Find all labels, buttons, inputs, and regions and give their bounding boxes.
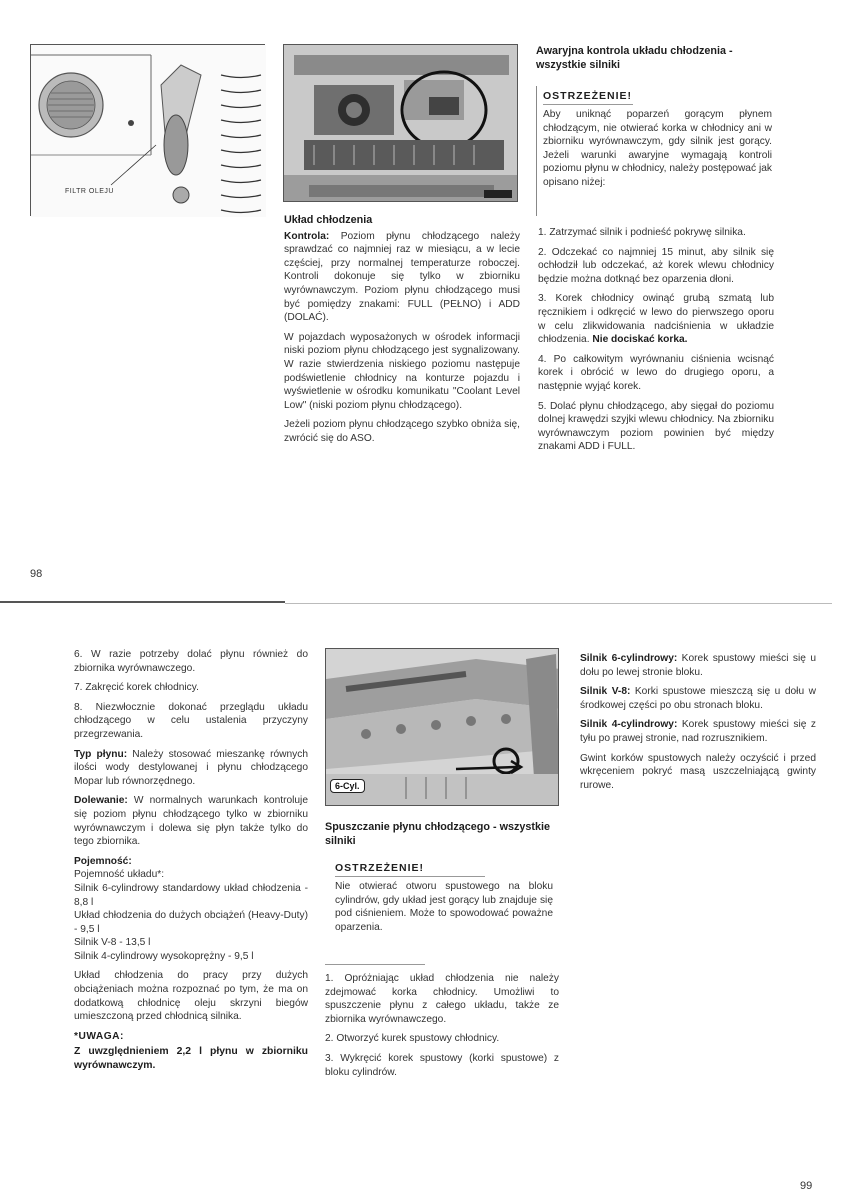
v8-text: Korki spustowe mieszczą się u dołu w środkowej części po obu stronach bloku. <box>580 686 816 711</box>
emergency-warning-title: OSTRZEŻENIE! <box>543 90 633 102</box>
v8-label: Silnik V-8: <box>580 686 631 698</box>
drain-figure <box>325 648 559 806</box>
four-cyl-label: Silnik 4-cylindrowy: <box>580 719 678 731</box>
drain-warning-text: Nie otwierać otworu spustowego na bloku cylindrów, gdy układ jest gorący lub znajduje się pod ciśnieniem. Może to spowodować poważne oparzenia. <box>335 881 553 933</box>
drain-steps <box>325 972 559 1085</box>
thread-paragraph: Gwint korków spustowych należy oczyścić i przed wkręceniem pokryć masą uszczelniającą gwinty rurowe. <box>580 752 816 791</box>
note-label: *UWAGA: <box>74 1030 124 1042</box>
cooling-check-label: Kontrola: <box>284 230 330 242</box>
drain-step-2: 2. Otworzyć kurek spustowy chłodnicy. <box>325 1033 500 1045</box>
four-cyl-paragraph <box>580 718 816 745</box>
drain-warning-title: OSTRZEŻENIE! <box>335 862 425 874</box>
right-col3 <box>580 652 816 798</box>
page-divider <box>0 601 285 603</box>
emergency-step-3-text: 3. Korek chłodnicy owinąć grubą szmatą lub ręcznikiem i odkręcić w lewo do pierwszego oporu w celu zlikwidowania nadciśnienia w układzie chłodzenia. <box>538 293 774 346</box>
cooling-check-text: Poziom płynu chłodzącego należy sprawdzać co najmniej raz w miesiącu, a w lecie częściej, przy normalnej temperaturze roboczej. Kontroli dokonuje się tylko w zbiorniku wyrównawczym. Poziom płynu chłodzącego musi być pomiędzy znakami: FULL (PEŁNO) i ADD (DOLAĆ). <box>284 230 520 324</box>
fluid-type-label: Typ płynu: <box>74 748 128 760</box>
heavy-duty-text: Układ chłodzenia do pracy przy dużych obciążeniach można rozpoznać po tym, że ma on dodatkową chłodnicę oleju skrzyni biegów umieszczoną przed chłodnicą silnika. <box>74 970 308 1023</box>
drain-warning-rule-bottom <box>325 964 425 965</box>
capacity-line: Silnik V-8 - 13,5 l <box>74 937 151 949</box>
page-divider-right <box>285 603 832 604</box>
cooling-check-paragraph <box>284 230 520 325</box>
page-number-left: 98 <box>30 568 43 580</box>
drain-warning-rule <box>335 876 485 877</box>
capacity-line: Układ chłodzenia do dużych obciążeń (Heavy-Duty) - 9,5 l <box>74 910 308 935</box>
topup-label: Dolewanie: <box>74 795 128 807</box>
six-cyl-paragraph <box>580 652 816 679</box>
drain-step-3: 3. Wykręcić korek spustowy (korki spustowe) z bloku cylindrów. <box>325 1052 559 1078</box>
step-6: 6. W razie potrzeby dolać płynu również do zbiornika wyrównawczego. <box>74 649 308 674</box>
six-cyl-label: Silnik 6-cylindrowy: <box>580 653 678 664</box>
capacity-line: Silnik 6-cylindrowy standardowy układ chłodzenia - 8,8 l <box>74 882 308 908</box>
six-cyl-text: Korek spustowy mieści się u dołu po lewej stronie bloku. <box>580 653 816 678</box>
oil-filter-label: FILTR OLEJU <box>65 188 114 195</box>
emergency-steps <box>538 226 774 460</box>
emergency-step-4: 4. Po całkowitym wyrównaniu ciśnienia wcisnąć korek i obrócić w lewo do drugiego oporu, a następnie wyjąć korek. <box>538 353 774 392</box>
right-col1 <box>74 648 308 1079</box>
emergency-warning-rule <box>543 104 633 105</box>
capacity-label: Pojemność: <box>74 855 132 867</box>
drain-step-1: 1. Opróżniając układ chłodzenia nie należy zdejmować korka chłodnicy. Umożliwi to spuszczenie płynu z całego układu, także ze zbiornika wyrównawczego. <box>325 973 559 1025</box>
topup-text: W normalnych warunkach kontroluje się poziom płynu chłodzącego tylko w zbiorniku wyrównawczym i dolewa się płyn także tylko do tego zbiornika. <box>74 795 308 848</box>
six-cyl-badge: 6-Cyl. <box>330 779 365 793</box>
emergency-step-3-bold: Nie dociskać korka. <box>592 334 688 346</box>
capacity-line: Pojemność układu*: <box>74 869 165 881</box>
oil-filter-figure <box>30 44 265 216</box>
four-cyl-text: Korek spustowy mieści się z tyłu po prawej stronie, nad rozrusznikiem. <box>580 719 816 744</box>
step-8: 8. Niezwłocznie dokonać przeglądu układu chłodzącego w celu ustalenia przyczyny przegrzewania. <box>74 701 308 740</box>
cooling-para2: W pojazdach wyposażonych w ośrodek informacji niski poziom płynu chłodzącego jest sygnalizowany. W razie stwierdzenia niskiego poziomu następuje podświetlenie chłodnicy na konturze pojazdu i wyświetlenie w ośrodku komunikatu "Coolant Level Low" (niski poziom płynu chłodzącego). <box>284 331 520 411</box>
capacity-lines <box>74 868 308 963</box>
v8-paragraph <box>580 685 816 712</box>
drain-warning-box <box>325 858 559 958</box>
emergency-step-3 <box>538 292 774 346</box>
emergency-title: Awaryjna kontrola układu chłodzenia - wszystkie silniki <box>536 45 733 71</box>
capacity-line: Silnik 4-cylindrowy wysokoprężny - 9,5 l <box>74 950 254 962</box>
emergency-warning-box <box>536 86 774 216</box>
engine-photo-illustration <box>284 45 518 202</box>
emergency-section <box>536 44 776 72</box>
emergency-step-1: 1. Zatrzymać silnik i podnieść pokrywę silnika. <box>538 227 746 238</box>
fluid-type-paragraph <box>74 748 308 789</box>
note-text: Z uwzględnieniem 2,2 l płynu w zbiorniku wyrównawczym. <box>74 1046 308 1072</box>
cooling-para3: Jeżeli poziom płynu chłodzącego szybko obniża się, zwrócić się do ASO. <box>284 419 520 444</box>
drain-title: Spuszczanie płynu chłodzącego - wszystkie silniki <box>325 821 550 847</box>
emergency-step-2: 2. Odczekać co najmniej 15 minut, aby silnik się ochłodził lub odczekać, aż korek wlewu chłodnicy będzie można dotknąć bez oparzenia dłoni. <box>538 246 774 285</box>
step-7: 7. Zakręcić korek chłodnicy. <box>74 682 199 694</box>
engine-photo <box>283 44 518 202</box>
cooling-title: Układ chłodzenia <box>284 214 373 226</box>
topup-paragraph <box>74 794 308 848</box>
emergency-warning-text: Aby uniknąć poparzeń gorącym płynem chłodzącym, nie otwierać korka w chłodnicy ani w zbiorniku wyrównawczym, gdy silnik jest gorący. Jeżeli warunki awaryjne wymagają kontroli poziomu płynu w chłodnicy, należy postępować jak opisano niżej: <box>543 109 772 188</box>
cooling-section <box>284 214 520 452</box>
emergency-step-5: 5. Dolać płynu chłodzącego, aby sięgał do poziomu dolnej krawędzi szyjki wlewu chłodnicy. Na zbiorniku wyrównawczym poziom powinien być między znakami ADD i FULL. <box>538 400 774 453</box>
page-number-right: 99 <box>800 1180 813 1192</box>
fluid-type-text: Należy stosować mieszankę równych ilości wody destylowanej i płynu chłodzącego Mopar lub równorzędnego. <box>74 748 308 787</box>
